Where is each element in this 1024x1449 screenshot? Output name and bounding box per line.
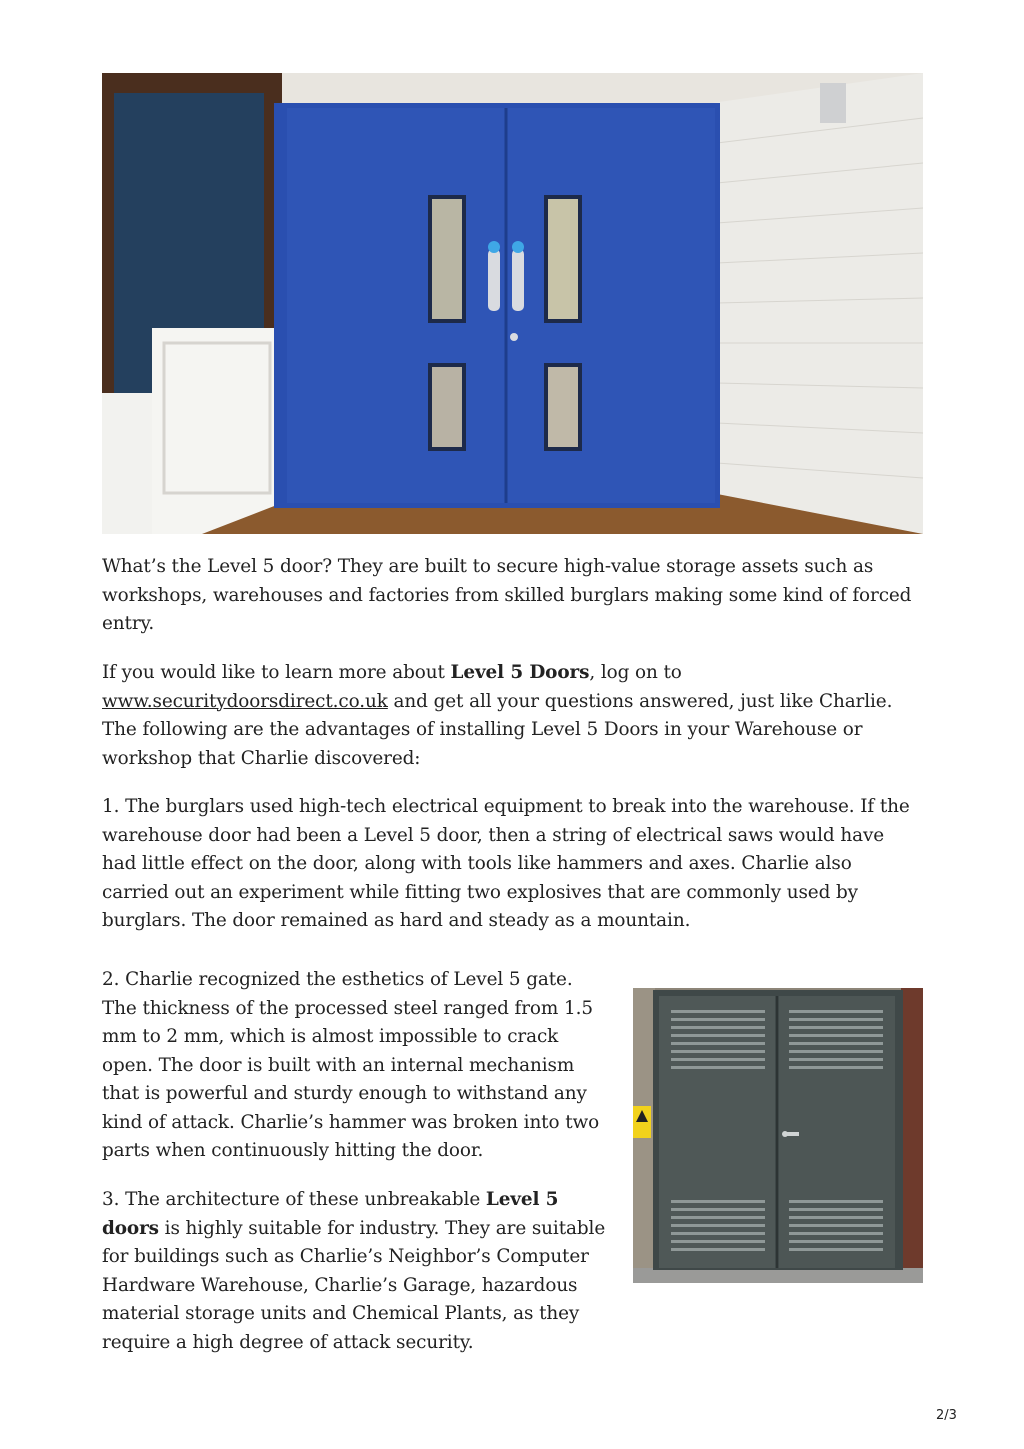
point-3-text-start: 3. The architecture of these unbreakable xyxy=(102,1189,486,1210)
point-1-text: 1. The burglars used high-tech electrical equipment to break into the warehouse. If the warehouse door had been a Level 5 door, then a string of electrical saws would have had little effect on the door, along with tools like hammers and axes. Charlie also carried out an experiment while fitting two explosives that are commonly used by burglars. The door remained as hard and steady as a mountain. xyxy=(102,796,910,931)
page-number: 2/3 xyxy=(936,1408,957,1423)
point-3-text-end: is highly suitable for industry. They are suitable for buildings such as Charlie’s Neighbor’s Computer Hardware Warehouse, Charlie’s Garage, hazardous material storage units and Chemical Plants, as they require a high degree of attack security. xyxy=(102,1217,606,1353)
level-5-doors-bold-2: Level 5 doors xyxy=(102,1189,559,1239)
blue-door-illustration xyxy=(102,73,923,534)
hero-photo xyxy=(102,73,923,534)
website-link[interactable]: www.securitydoorsdirect.co.uk xyxy=(102,690,388,712)
learn-more-text-mid: , log on to xyxy=(589,662,682,683)
learn-more-paragraph xyxy=(102,659,923,773)
point-2-paragraph xyxy=(102,966,607,1166)
learn-more-text-start: If you would like to learn more about xyxy=(102,662,451,683)
level-5-doors-bold: Level 5 Doors xyxy=(450,662,590,683)
side-photo xyxy=(633,988,923,1283)
point-1-paragraph xyxy=(102,793,923,936)
intro-text: What’s the Level 5 door? They are built to secure high-value storage assets such as workshops, warehouses and factories from skilled burglars making some kind of forced entry. xyxy=(102,556,912,634)
intro-paragraph xyxy=(102,553,923,639)
grey-door-illustration xyxy=(633,988,923,1283)
point-2-text: 2. Charlie recognized the esthetics of Level 5 gate. The thickness of the processed steel ranged from 1.5 mm to 2 mm, which is almost impossible to crack open. The door is built with an internal mechanism that is powerful and sturdy enough to withstand any kind of attack. Charlie’s hammer was broken into two parts when continuously hitting the door. xyxy=(102,969,600,1161)
point-3-paragraph xyxy=(102,1186,607,1357)
learn-more-text-end: and get all your questions answered, just like Charlie. The following are the advantages of installing Level 5 Doors in your Warehouse or workshop that Charlie discovered: xyxy=(102,690,893,769)
